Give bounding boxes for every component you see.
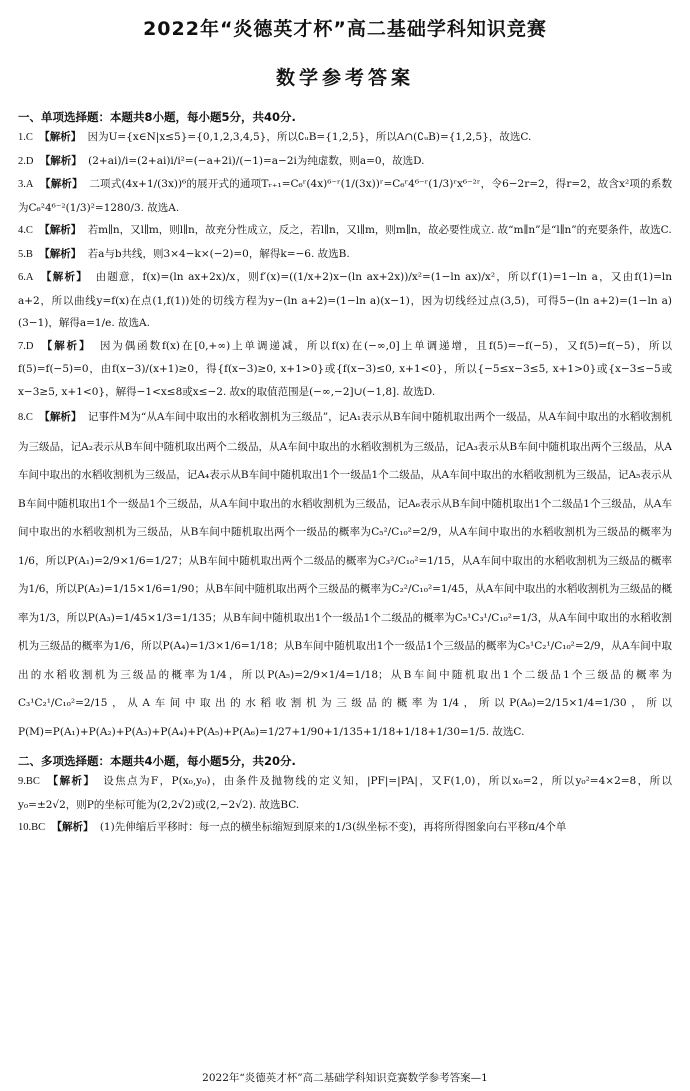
question-number: 6.A xyxy=(18,272,34,283)
question-8 xyxy=(18,403,672,746)
question-number: 1.C xyxy=(18,132,33,143)
question-number: 3.A xyxy=(18,179,34,190)
question-1 xyxy=(18,126,672,150)
question-9 xyxy=(18,770,672,816)
analysis-tag: 【解析】 xyxy=(40,178,83,190)
analysis-tag: 【解析】 xyxy=(41,339,92,352)
page-title: 2022年“炎德英才杯”高二基础学科知识竞赛 xyxy=(143,18,547,40)
analysis-tag: 【解析】 xyxy=(39,247,82,260)
question-number: 4.C xyxy=(18,225,33,236)
question-number: 7.D xyxy=(18,340,34,352)
question-number: 9.BC xyxy=(18,776,40,787)
question-answer-text: 记事件M为“从A车间中取出的水稻收割机为三级品”，记A₁表示从B车间中随机取出两个一级品，从A车间中取出的水稻收割机为三级品，记A₂表示从B车间中随机取出两个二级品，从A车间中取出的水稻收割机为三级品，记A₃表示从B车间中随机取出两个三级品，从A车间中取出的水稻收割机为三级品，记A₄表示从B车间中随机取出1个一级品1个二级品，从A车间中取出的水稻收割机为三级品，记A₅表示从B车间中随机取出1个一级品1个三级品，从A车间中取出的水稻收割机为三级品，记A₆表示从B车间中随机取出1个二级品1个三级品，从A车间中取出的水稻收割机为三级品，从B车间中随机取出两个一级品的概率为C₅²/C₁₀²=2/9，从A车间中取出的水稻收割机为三级品的概率为1/6，所以P(A₁)=2/9×1/6=1/27；从B车间中随机取出两个二级品的概率为C₃²/C₁₀²=1/15，从A车间中取出的水稻收割机为三级品的概率为1/6，所以P(A₂)=1/15×1/6=1/90；从B车间中随机取出两个三级品的概率为C₂²/C₁₀²=1/45，从A车间中取出的水稻收割机为三级品的概率为1/3，所以P(A₃)=1/45×1/3=1/135；从B车间中随机取出1个一级品1个二级品的概率为C₅¹C₃¹/C₁₀²=1/3，从A车间中取出的水稻收割机为三级品的概率为1/6，所以P(A₄)=1/3×1/6=1/18；从B车间中随机取出1个一级品1个三级品的概率为C₅¹C₂¹/C₁₀²=2/9，从A车间中取出的水稻收割机为三级品的概率为1/4，所以P(A₅)=2/9×1/4=1/18；从B车间中随机取出1个二级品1个三级品的概率为C₃¹C₂¹/C₁₀²=2/15，从A车间中取出的水稻收割机为三级品的概率为1/4，所以P(A₆)=2/15×1/4=1/30，所以P(M)=P(A₁)+P(A₂)+P(A₃)+P(A₄)+P(A₅)+P(A₆)=1/27+1/90+1/135+1/18+1/18+1/30=1/5. 故选C. xyxy=(18,411,672,738)
question-answer-text: 二项式(4x+1/(3x))⁶的展开式的通项Tᵣ₊₁=C₆ʳ(4x)⁶⁻ʳ(1/(3x))ʳ=C₆ʳ4⁶⁻ʳ(1/3)ʳx⁶⁻²ʳ，令6−2r=2，得r=2，故含x²项的系数为C₆²4⁶⁻²(1/3)²=1280/3. 故选A. xyxy=(18,178,673,214)
question-6 xyxy=(18,266,672,335)
question-answer-text: 因为U={x∈N|x≤5}={0,1,2,3,4,5}，所以∁ᵤB={1,2,5}，所以A∩(∁ᵤB)={1,2,5}，故选C. xyxy=(87,131,532,143)
section-multi-choice-heading: 二、多项选择题：本题共4小题，每小题5分，共20分. xyxy=(18,754,296,768)
question-3 xyxy=(18,173,672,219)
question-7 xyxy=(18,335,672,404)
page-footer: 2022年“炎德英才杯”高二基础学科知识竞赛数学参考答案—1 xyxy=(202,1072,488,1084)
analysis-tag: 【解析】 xyxy=(41,271,88,283)
question-5 xyxy=(18,243,672,267)
question-number: 5.B xyxy=(18,248,33,260)
analysis-tag: 【解析】 xyxy=(39,224,82,236)
question-2 xyxy=(18,150,672,174)
section-single-choice-heading: 一、单项选择题：本题共8小题，每小题5分，共40分. xyxy=(18,110,296,124)
question-number: 8.C xyxy=(18,412,33,423)
analysis-tag: 【解析】 xyxy=(39,411,82,423)
analysis-tag: 【解析】 xyxy=(39,131,82,143)
page-subtitle: 数学参考答案 xyxy=(275,67,414,89)
question-answer-text: 因为偶函数f(x)在[0,+∞)上单调递减，所以f(x)在(−∞,0]上单调递增，且f(5)=−f(−5)，又f(5)=f(−5)，所以f(5)=f(−5)=0，由f(x−3)/(x+1)≥0，得{f(x−3)≥0, x+1>0}或{f(x−3)≤0, x+1<0}，所以{−5≤x−3≤5, x+1>0}或{x−3≤−5或x−3≥5, x+1<0}，解得−1<x≤8或x≤−2. 故x的取值范围是(−∞,−2]∪(−1,8]. 故选D. xyxy=(18,339,672,398)
analysis-tag: 【解析】 xyxy=(51,821,94,833)
analysis-tag: 【解析】 xyxy=(39,154,82,167)
question-number: 10.BC xyxy=(18,822,46,833)
question-answer-text: (2+ai)/i=(2+ai)i/i²=(−a+2i)/(−1)=a−2i为纯虚数，则a=0，故选D. xyxy=(88,154,425,167)
question-number: 2.D xyxy=(18,155,34,167)
question-answer-text: 若m∥n，又l∥m，则l∥n，故充分性成立，反之，若l∥n，又l∥m，则m∥n，故必要性成立. 故“m∥n”是“l∥n”的充要条件，故选C. xyxy=(87,224,672,236)
question-answer-text: (1)先伸缩后平移时：每一点的横坐标缩短到原来的1/3(纵坐标不变)，再将所得图象向右平移π/4个单 xyxy=(99,821,567,833)
question-4 xyxy=(18,219,672,243)
analysis-tag: 【解析】 xyxy=(47,775,96,787)
question-10 xyxy=(18,816,672,840)
question-answer-text: 若a与b共线，则3×4−k×(−2)=0，解得k=−6. 故选B. xyxy=(87,247,350,260)
question-answer-text: 设焦点为F，P(x₀,y₀)，由条件及抛物线的定义知，|PF|=|PA|，又F(1,0)，所以x₀=2，所以y₀²=4×2=8，所以y₀=±2√2，则P的坐标可能为(2,2√2)或(2,−2√2). 故选BC. xyxy=(18,775,673,811)
question-answer-text: 由题意，f(x)=(ln ax+2x)/x，则f′(x)=((1/x+2)x−(ln ax+2x))/x²=(1−ln ax)/x²，所以f′(1)=1−ln a，又由f(1)=ln a+2，所以曲线y=f(x)在点(1,f(1))处的切线方程为y−(ln a+2)=(1−ln a)(x−1)，因为切线经过点(3,5)，可得5−(ln a+2)=(1−ln a)(3−1)，解得a=1/e. 故选A. xyxy=(18,271,672,329)
